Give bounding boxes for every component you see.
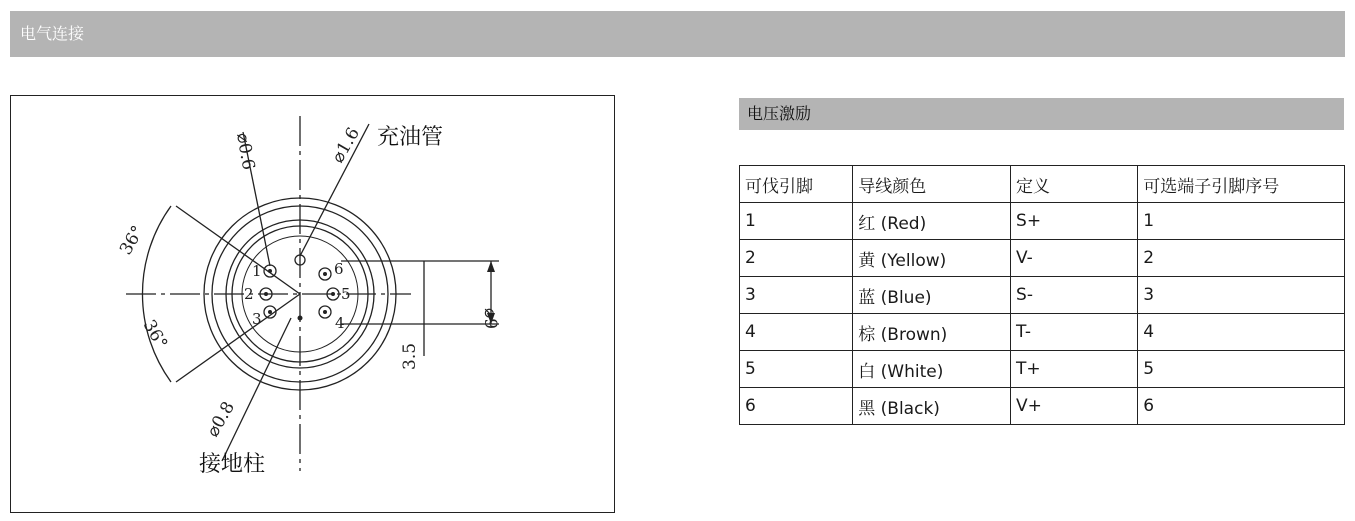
- table-cell: 1: [740, 203, 853, 240]
- table-cell: S-: [1011, 277, 1138, 314]
- table-row: [740, 240, 1345, 277]
- table-cell: V-: [1011, 240, 1138, 277]
- table-row: [740, 203, 1345, 240]
- dia-9-label: ⌀9: [480, 308, 500, 330]
- page-header: [10, 11, 1345, 57]
- table-cell: 3: [740, 277, 853, 314]
- dia-16-label: ⌀1.6: [328, 124, 364, 167]
- table-cell: 黄 (Yellow): [853, 240, 1011, 277]
- table-cell: T+: [1011, 351, 1138, 388]
- pin-4-core: [323, 310, 327, 314]
- table-cell: 6: [740, 388, 853, 425]
- angle-line-upper: [176, 206, 300, 294]
- dim-35-label: 3.5: [400, 342, 420, 370]
- table-row: [740, 351, 1345, 388]
- table-cell: T-: [1011, 314, 1138, 351]
- angle-upper-label: 36°: [116, 222, 149, 259]
- table-cell: V+: [1011, 388, 1138, 425]
- pin-number-4: 4: [335, 314, 345, 332]
- pin-number-1: 1: [252, 262, 262, 280]
- table-cell: 2: [1138, 240, 1345, 277]
- wiring-table: [739, 165, 1345, 425]
- table-cell: 蓝 (Blue): [853, 277, 1011, 314]
- pin-6-core: [323, 272, 327, 276]
- page-title: 电气连接: [20, 24, 85, 43]
- fill-tube-label: 充油管: [377, 125, 444, 150]
- table-cell: 3: [1138, 277, 1345, 314]
- column-header: 定义: [1011, 166, 1138, 203]
- pin-number-3: 3: [252, 310, 262, 328]
- pin-number-5: 5: [341, 285, 351, 303]
- column-header: 导线颜色: [853, 166, 1011, 203]
- table-cell: 2: [740, 240, 853, 277]
- section-title: 电压激励: [747, 104, 812, 123]
- pin-number-2: 2: [244, 285, 254, 303]
- column-header: 可选端子引脚序号: [1138, 166, 1345, 203]
- table-cell: 1: [1138, 203, 1345, 240]
- table-cell: 4: [740, 314, 853, 351]
- ground-post-dot: [298, 316, 303, 321]
- angle-lower-label: 36°: [138, 316, 172, 353]
- table-cell: 黑 (Black): [853, 388, 1011, 425]
- pin-1-core: [268, 269, 272, 273]
- table-row: [740, 388, 1345, 425]
- section-header: [739, 98, 1344, 130]
- table-cell: S+: [1011, 203, 1138, 240]
- leader-dia08: [222, 318, 291, 461]
- table-cell: 红 (Red): [853, 203, 1011, 240]
- column-header: 可伐引脚: [740, 166, 853, 203]
- table-cell: 白 (White): [853, 351, 1011, 388]
- table-cell: 棕 (Brown): [853, 314, 1011, 351]
- ground-post-label: 接地柱: [199, 452, 266, 477]
- table-cell: 5: [1138, 351, 1345, 388]
- table-cell: 5: [740, 351, 853, 388]
- dia-08-label: ⌀0.8: [203, 398, 239, 441]
- table-row: [740, 277, 1345, 314]
- pin-2-core: [264, 292, 268, 296]
- pin-3-core: [268, 310, 272, 314]
- connector-drawing: [10, 95, 615, 513]
- dim-9-arrow-top: [487, 261, 495, 272]
- table-cell: 4: [1138, 314, 1345, 351]
- table-cell: 6: [1138, 388, 1345, 425]
- table-header-row: [740, 166, 1345, 203]
- table-row: [740, 314, 1345, 351]
- dia-06-label: ⌀0.6: [232, 131, 259, 172]
- connector-diagram-svg: [11, 96, 616, 514]
- pin-5-core: [331, 292, 335, 296]
- pin-number-6: 6: [334, 260, 344, 278]
